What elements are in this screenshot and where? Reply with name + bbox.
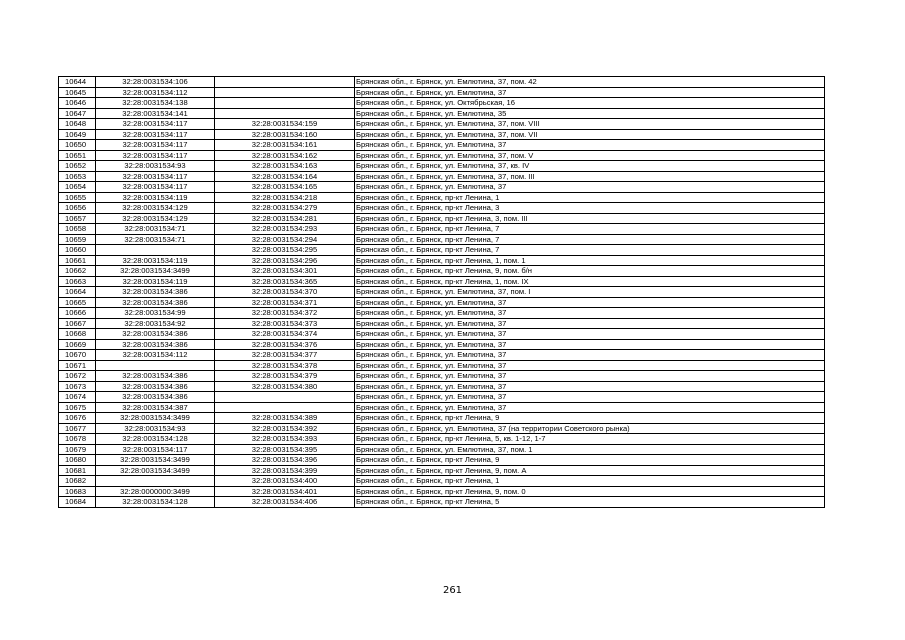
- land-cadastral-number-cell: 32:28:0031534:117: [96, 129, 215, 140]
- land-cadastral-number-cell: 32:28:0031534:117: [96, 182, 215, 193]
- land-cadastral-number-cell: 32:28:0031534:117: [96, 171, 215, 182]
- land-cadastral-number-cell: 32:28:0031534:71: [96, 224, 215, 235]
- object-cadastral-number-cell: 32:28:0031534:294: [215, 234, 355, 245]
- table-row: [59, 465, 825, 476]
- table-row: [59, 192, 825, 203]
- land-cadastral-number-cell: 32:28:0031534:129: [96, 213, 215, 224]
- object-cadastral-number-cell: 32:28:0031534:380: [215, 381, 355, 392]
- record-number-cell: 10645: [59, 87, 96, 98]
- object-cadastral-number-cell: 32:28:0031534:393: [215, 434, 355, 445]
- record-number-cell: 10670: [59, 350, 96, 361]
- table-row: [59, 182, 825, 193]
- record-number-cell: 10654: [59, 182, 96, 193]
- record-number-cell: 10659: [59, 234, 96, 245]
- table-row: [59, 339, 825, 350]
- table-row: [59, 213, 825, 224]
- table-row: [59, 434, 825, 445]
- object-cadastral-number-cell: 32:28:0031534:378: [215, 360, 355, 371]
- object-cadastral-number-cell: 32:28:0031534:218: [215, 192, 355, 203]
- object-cadastral-number-cell: 32:28:0031534:389: [215, 413, 355, 424]
- table-row: [59, 402, 825, 413]
- object-address-cell: Брянская обл., г. Брянск, ул. Емлютина, 37: [355, 87, 825, 98]
- object-address-cell: Брянская обл., г. Брянск, ул. Емлютина, 37, пом. 42: [355, 77, 825, 88]
- object-address-cell: Брянская обл., г. Брянск, ул. Емлютина, 37: [355, 297, 825, 308]
- record-number-cell: 10680: [59, 455, 96, 466]
- land-cadastral-number-cell: 32:28:0031534:386: [96, 371, 215, 382]
- record-number-cell: 10683: [59, 486, 96, 497]
- object-cadastral-number-cell: 32:28:0031534:281: [215, 213, 355, 224]
- object-address-cell: Брянская обл., г. Брянск, ул. Емлютина, 37, пом. I: [355, 287, 825, 298]
- object-address-cell: Брянская обл., г. Брянск, пр-кт Ленина, 9, пом. б/н: [355, 266, 825, 277]
- record-number-cell: 10678: [59, 434, 96, 445]
- object-cadastral-number-cell: [215, 392, 355, 403]
- table-row: [59, 297, 825, 308]
- land-cadastral-number-cell: 32:28:0031534:93: [96, 423, 215, 434]
- object-address-cell: Брянская обл., г. Брянск, ул. Емлютина, 37, пом. VIII: [355, 119, 825, 130]
- object-cadastral-number-cell: 32:28:0031534:377: [215, 350, 355, 361]
- table-row: [59, 350, 825, 361]
- object-cadastral-number-cell: [215, 98, 355, 109]
- table-row: [59, 392, 825, 403]
- land-cadastral-number-cell: 32:28:0031534:129: [96, 203, 215, 214]
- land-cadastral-number-cell: 32:28:0031534:99: [96, 308, 215, 319]
- land-cadastral-number-cell: 32:28:0031534:386: [96, 329, 215, 340]
- table-row: [59, 245, 825, 256]
- land-cadastral-number-cell: 32:28:0031534:386: [96, 287, 215, 298]
- record-number-cell: 10675: [59, 402, 96, 413]
- object-address-cell: Брянская обл., г. Брянск, ул. Емлютина, 37: [355, 140, 825, 151]
- object-cadastral-number-cell: 32:28:0031534:293: [215, 224, 355, 235]
- land-cadastral-number-cell: 32:28:0031534:141: [96, 108, 215, 119]
- page-number: 261: [442, 585, 463, 596]
- object-cadastral-number-cell: 32:28:0031534:379: [215, 371, 355, 382]
- object-cadastral-number-cell: 32:28:0031534:401: [215, 486, 355, 497]
- object-address-cell: Брянская обл., г. Брянск, ул. Емлютина, 37: [355, 339, 825, 350]
- object-cadastral-number-cell: 32:28:0031534:161: [215, 140, 355, 151]
- record-number-cell: 10647: [59, 108, 96, 119]
- record-number-cell: 10669: [59, 339, 96, 350]
- object-address-cell: Брянская обл., г. Брянск, пр-кт Ленина, 1: [355, 476, 825, 487]
- land-cadastral-number-cell: [96, 360, 215, 371]
- land-cadastral-number-cell: 32:28:0031534:92: [96, 318, 215, 329]
- land-cadastral-number-cell: [96, 476, 215, 487]
- record-number-cell: 10650: [59, 140, 96, 151]
- object-cadastral-number-cell: 32:28:0031534:163: [215, 161, 355, 172]
- table-row: [59, 413, 825, 424]
- table-row: [59, 77, 825, 88]
- table-row: [59, 318, 825, 329]
- table-row: [59, 360, 825, 371]
- record-number-cell: 10661: [59, 255, 96, 266]
- table-row: [59, 98, 825, 109]
- object-cadastral-number-cell: 32:28:0031534:371: [215, 297, 355, 308]
- object-address-cell: Брянская обл., г. Брянск, пр-кт Ленина, 7: [355, 224, 825, 235]
- land-cadastral-number-cell: 32:28:0031534:386: [96, 381, 215, 392]
- table-row: [59, 381, 825, 392]
- object-address-cell: Брянская обл., г. Брянск, ул. Емлютина, 35: [355, 108, 825, 119]
- object-cadastral-number-cell: [215, 108, 355, 119]
- table-row: [59, 276, 825, 287]
- object-address-cell: Брянская обл., г. Брянск, ул. Емлютина, 37: [355, 318, 825, 329]
- object-address-cell: Брянская обл., г. Брянск, ул. Емлютина, 37: [355, 308, 825, 319]
- object-cadastral-number-cell: 32:28:0031534:372: [215, 308, 355, 319]
- object-cadastral-number-cell: 32:28:0031534:296: [215, 255, 355, 266]
- table-row: [59, 287, 825, 298]
- land-cadastral-number-cell: 32:28:0031534:386: [96, 339, 215, 350]
- record-number-cell: 10667: [59, 318, 96, 329]
- object-address-cell: Брянская обл., г. Брянск, ул. Емлютина, 37 (на территории Советского рынка): [355, 423, 825, 434]
- object-cadastral-number-cell: [215, 402, 355, 413]
- table-row: [59, 455, 825, 466]
- object-address-cell: Брянская обл., г. Брянск, ул. Емлютина, 37, кв. IV: [355, 161, 825, 172]
- record-number-cell: 10656: [59, 203, 96, 214]
- object-address-cell: Брянская обл., г. Брянск, пр-кт Ленина, 3: [355, 203, 825, 214]
- object-address-cell: Брянская обл., г. Брянск, пр-кт Ленина, 7: [355, 234, 825, 245]
- table-row: [59, 161, 825, 172]
- land-cadastral-number-cell: 32:28:0031534:112: [96, 87, 215, 98]
- record-number-cell: 10672: [59, 371, 96, 382]
- record-number-cell: 10674: [59, 392, 96, 403]
- land-cadastral-number-cell: 32:28:0031534:117: [96, 140, 215, 151]
- land-cadastral-number-cell: 32:28:0031534:93: [96, 161, 215, 172]
- table-row: [59, 224, 825, 235]
- object-cadastral-number-cell: 32:28:0031534:295: [215, 245, 355, 256]
- object-cadastral-number-cell: 32:28:0031534:400: [215, 476, 355, 487]
- table-row: [59, 255, 825, 266]
- object-cadastral-number-cell: 32:28:0031534:301: [215, 266, 355, 277]
- land-cadastral-number-cell: 32:28:0031534:106: [96, 77, 215, 88]
- object-cadastral-number-cell: 32:28:0031534:165: [215, 182, 355, 193]
- object-address-cell: Брянская обл., г. Брянск, ул. Емлютина, 37: [355, 360, 825, 371]
- object-address-cell: Брянская обл., г. Брянск, ул. Емлютина, 37: [355, 402, 825, 413]
- object-address-cell: Брянская обл., г. Брянск, пр-кт Ленина, 3, пом. III: [355, 213, 825, 224]
- object-cadastral-number-cell: 32:28:0031534:162: [215, 150, 355, 161]
- land-cadastral-number-cell: 32:28:0031534:71: [96, 234, 215, 245]
- table-row: [59, 203, 825, 214]
- object-cadastral-number-cell: 32:28:0031534:159: [215, 119, 355, 130]
- table-row: [59, 476, 825, 487]
- table-row: [59, 150, 825, 161]
- record-number-cell: 10681: [59, 465, 96, 476]
- object-address-cell: Брянская обл., г. Брянск, ул. Емлютина, 37, пом. III: [355, 171, 825, 182]
- object-address-cell: Брянская обл., г. Брянск, ул. Октябрьская, 16: [355, 98, 825, 109]
- record-number-cell: 10666: [59, 308, 96, 319]
- object-address-cell: Брянская обл., г. Брянск, пр-кт Ленина, 1, пом. 1: [355, 255, 825, 266]
- table-row: [59, 266, 825, 277]
- object-cadastral-number-cell: 32:28:0031534:365: [215, 276, 355, 287]
- record-number-cell: 10671: [59, 360, 96, 371]
- object-cadastral-number-cell: 32:28:0031534:370: [215, 287, 355, 298]
- table-row: [59, 423, 825, 434]
- object-address-cell: Брянская обл., г. Брянск, пр-кт Ленина, 9: [355, 455, 825, 466]
- land-cadastral-number-cell: 32:28:0031534:117: [96, 444, 215, 455]
- object-address-cell: Брянская обл., г. Брянск, пр-кт Ленина, 5, кв. 1-12, 1-7: [355, 434, 825, 445]
- object-address-cell: Брянская обл., г. Брянск, пр-кт Ленина, 1: [355, 192, 825, 203]
- land-cadastral-number-cell: 32:28:0031534:3499: [96, 455, 215, 466]
- object-cadastral-number-cell: 32:28:0031534:279: [215, 203, 355, 214]
- record-number-cell: 10665: [59, 297, 96, 308]
- object-address-cell: Брянская обл., г. Брянск, ул. Емлютина, 37: [355, 371, 825, 382]
- object-cadastral-number-cell: 32:28:0031534:392: [215, 423, 355, 434]
- table-row: [59, 108, 825, 119]
- object-address-cell: Брянская обл., г. Брянск, ул. Емлютина, 37: [355, 392, 825, 403]
- land-cadastral-number-cell: 32:28:0031534:3499: [96, 266, 215, 277]
- object-cadastral-number-cell: 32:28:0031534:399: [215, 465, 355, 476]
- table-row: [59, 308, 825, 319]
- land-cadastral-number-cell: 32:28:0031534:119: [96, 192, 215, 203]
- record-number-cell: 10652: [59, 161, 96, 172]
- record-number-cell: 10684: [59, 497, 96, 508]
- land-cadastral-number-cell: 32:28:0031534:117: [96, 150, 215, 161]
- record-number-cell: 10653: [59, 171, 96, 182]
- object-cadastral-number-cell: 32:28:0031534:373: [215, 318, 355, 329]
- cadastral-table: [58, 76, 825, 508]
- record-number-cell: 10644: [59, 77, 96, 88]
- record-number-cell: 10663: [59, 276, 96, 287]
- object-address-cell: Брянская обл., г. Брянск, пр-кт Ленина, 9, пом. А: [355, 465, 825, 476]
- object-cadastral-number-cell: 32:28:0031534:395: [215, 444, 355, 455]
- table-row: [59, 140, 825, 151]
- record-number-cell: 10655: [59, 192, 96, 203]
- record-number-cell: 10658: [59, 224, 96, 235]
- object-address-cell: Брянская обл., г. Брянск, ул. Емлютина, 37: [355, 350, 825, 361]
- object-address-cell: Брянская обл., г. Брянск, пр-кт Ленина, 7: [355, 245, 825, 256]
- object-address-cell: Брянская обл., г. Брянск, пр-кт Ленина, 1, пом. IX: [355, 276, 825, 287]
- record-number-cell: 10651: [59, 150, 96, 161]
- land-cadastral-number-cell: 32:28:0031534:138: [96, 98, 215, 109]
- land-cadastral-number-cell: 32:28:0031534:3499: [96, 413, 215, 424]
- land-cadastral-number-cell: [96, 245, 215, 256]
- record-number-cell: 10676: [59, 413, 96, 424]
- record-number-cell: 10660: [59, 245, 96, 256]
- record-number-cell: 10677: [59, 423, 96, 434]
- object-address-cell: Брянская обл., г. Брянск, пр-кт Ленина, 9: [355, 413, 825, 424]
- record-number-cell: 10657: [59, 213, 96, 224]
- object-cadastral-number-cell: 32:28:0031534:164: [215, 171, 355, 182]
- object-address-cell: Брянская обл., г. Брянск, ул. Емлютина, 37: [355, 381, 825, 392]
- object-cadastral-number-cell: 32:28:0031534:160: [215, 129, 355, 140]
- record-number-cell: 10648: [59, 119, 96, 130]
- record-number-cell: 10646: [59, 98, 96, 109]
- table-row: [59, 87, 825, 98]
- cadastral-table-body: [59, 77, 825, 508]
- table-row: [59, 119, 825, 130]
- object-cadastral-number-cell: 32:28:0031534:396: [215, 455, 355, 466]
- record-number-cell: 10662: [59, 266, 96, 277]
- object-address-cell: Брянская обл., г. Брянск, ул. Емлютина, 37: [355, 329, 825, 340]
- object-address-cell: Брянская обл., г. Брянск, ул. Емлютина, 37, пом. VII: [355, 129, 825, 140]
- table-row: [59, 486, 825, 497]
- record-number-cell: 10682: [59, 476, 96, 487]
- land-cadastral-number-cell: 32:28:0031534:128: [96, 497, 215, 508]
- land-cadastral-number-cell: 32:28:0031534:119: [96, 276, 215, 287]
- land-cadastral-number-cell: 32:28:0031534:128: [96, 434, 215, 445]
- land-cadastral-number-cell: 32:28:0031534:117: [96, 119, 215, 130]
- table-row: [59, 329, 825, 340]
- land-cadastral-number-cell: 32:28:0031534:112: [96, 350, 215, 361]
- object-address-cell: Брянская обл., г. Брянск, ул. Емлютина, 37: [355, 182, 825, 193]
- record-number-cell: 10673: [59, 381, 96, 392]
- object-cadastral-number-cell: 32:28:0031534:374: [215, 329, 355, 340]
- object-address-cell: Брянская обл., г. Брянск, ул. Емлютина, 37, пом. 1: [355, 444, 825, 455]
- table-row: [59, 497, 825, 508]
- land-cadastral-number-cell: 32:28:0000000:3499: [96, 486, 215, 497]
- record-number-cell: 10664: [59, 287, 96, 298]
- object-address-cell: Брянская обл., г. Брянск, ул. Емлютина, 37, пом. V: [355, 150, 825, 161]
- record-number-cell: 10649: [59, 129, 96, 140]
- object-address-cell: Брянская обл., г. Брянск, пр-кт Ленина, 9, пом. 0: [355, 486, 825, 497]
- land-cadastral-number-cell: 32:28:0031534:3499: [96, 465, 215, 476]
- record-number-cell: 10668: [59, 329, 96, 340]
- table-row: [59, 444, 825, 455]
- object-cadastral-number-cell: [215, 87, 355, 98]
- table-row: [59, 371, 825, 382]
- land-cadastral-number-cell: 32:28:0031534:387: [96, 402, 215, 413]
- object-cadastral-number-cell: 32:28:0031534:376: [215, 339, 355, 350]
- object-address-cell: Брянская обл., г. Брянск, пр-кт Ленина, 5: [355, 497, 825, 508]
- record-number-cell: 10679: [59, 444, 96, 455]
- land-cadastral-number-cell: 32:28:0031534:386: [96, 297, 215, 308]
- object-cadastral-number-cell: [215, 77, 355, 88]
- table-row: [59, 129, 825, 140]
- land-cadastral-number-cell: 32:28:0031534:386: [96, 392, 215, 403]
- land-cadastral-number-cell: 32:28:0031534:119: [96, 255, 215, 266]
- object-cadastral-number-cell: 32:28:0031534:406: [215, 497, 355, 508]
- table-row: [59, 171, 825, 182]
- table-row: [59, 234, 825, 245]
